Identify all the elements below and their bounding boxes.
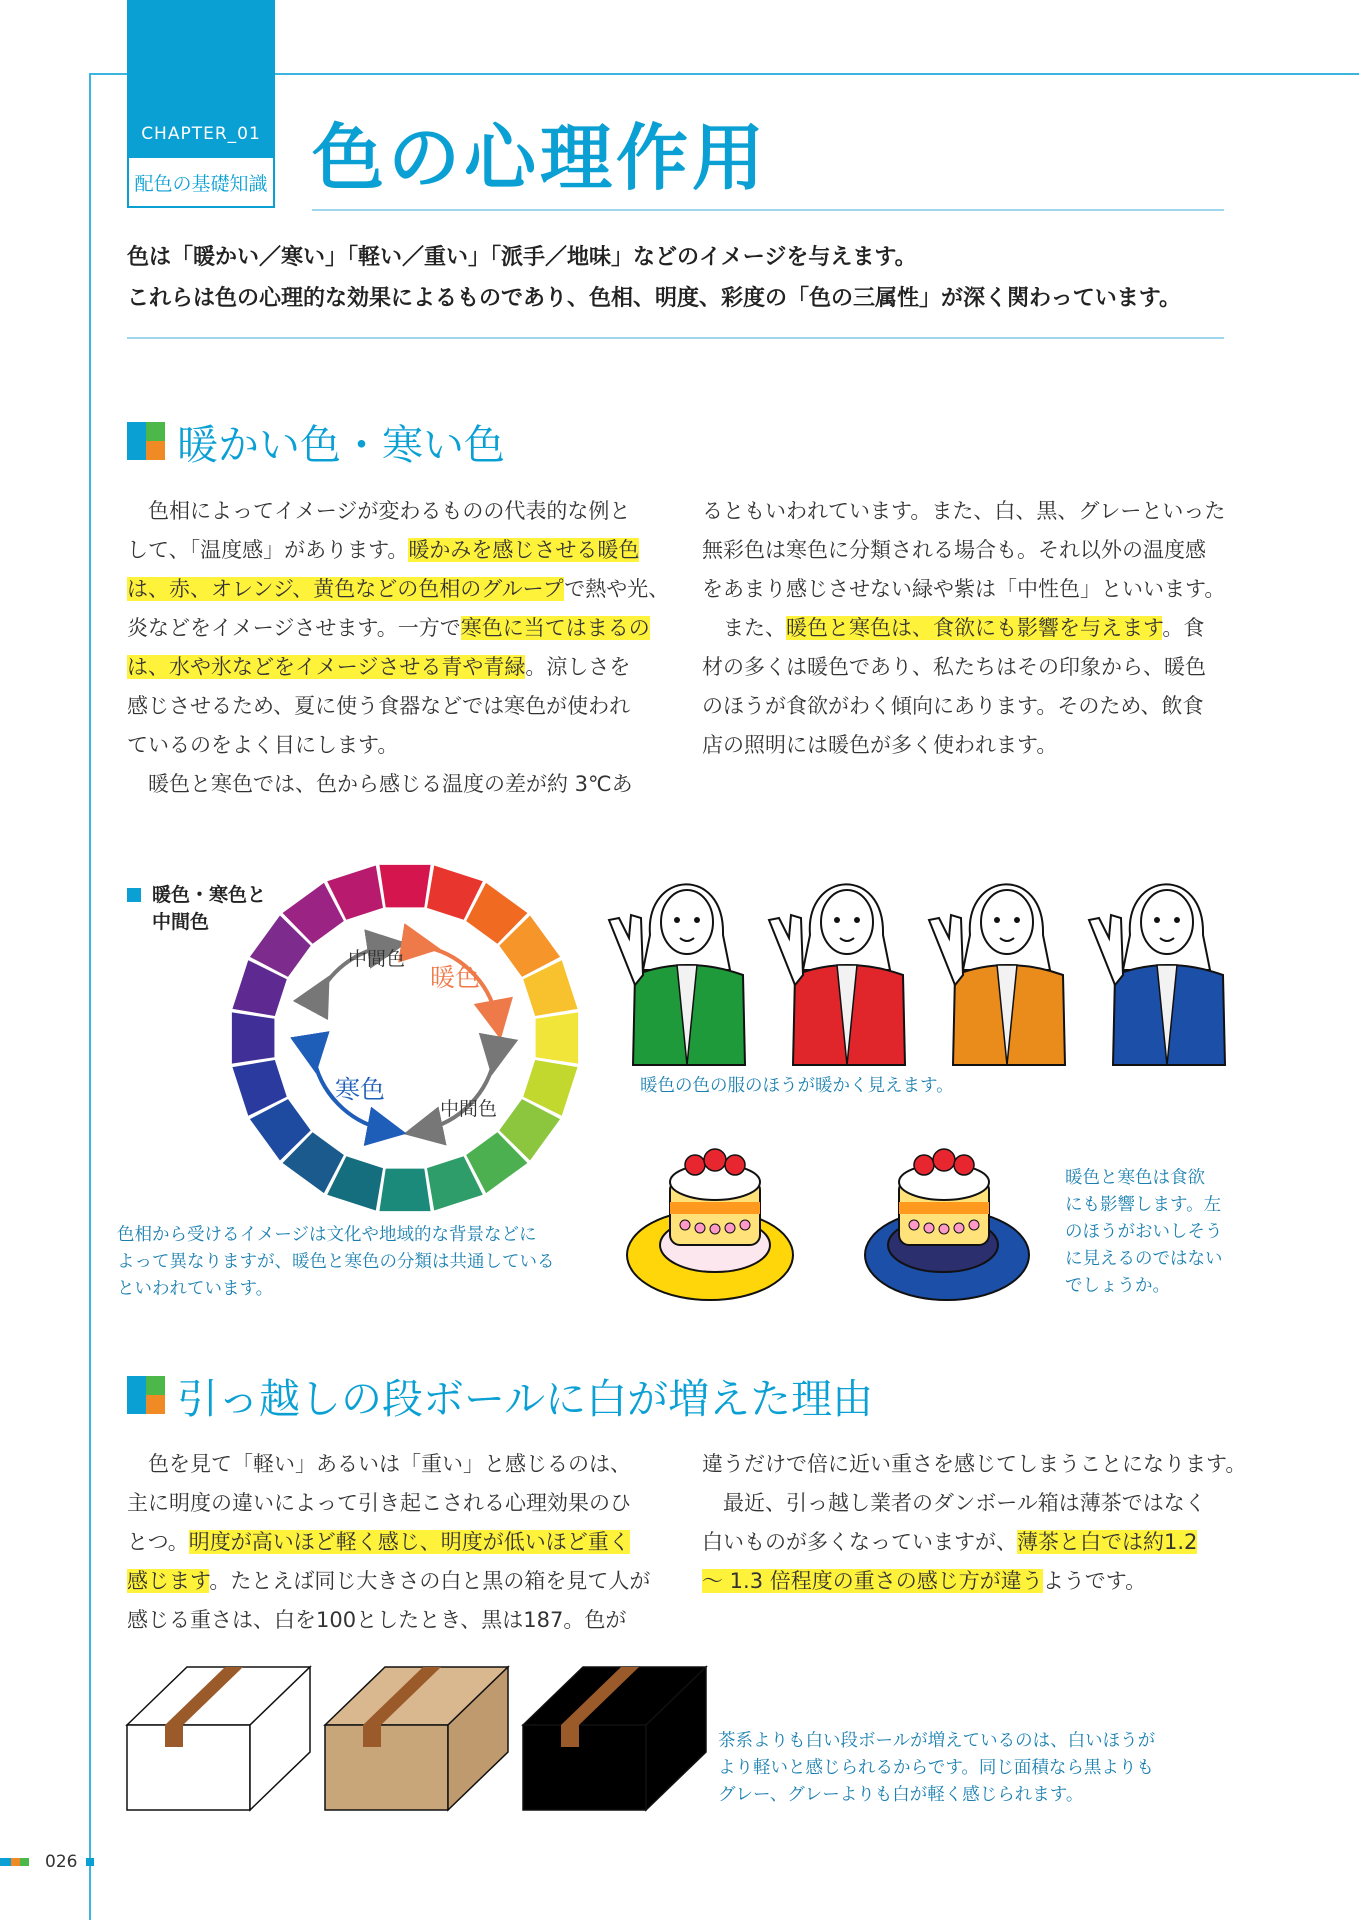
chapter-subtitle: 配色の基礎知識 [134, 173, 268, 195]
cardboard-box [127, 1667, 310, 1810]
section-heading-warm-cool: 暖かい色・寒い色 [177, 421, 505, 469]
text-run: 違うだけで倍に近い重さを感じてしまうことになります。 [702, 1452, 1247, 1476]
figure-title-line-2: 中間色 [152, 911, 210, 933]
caption-line: よって異なりますが、暖色と寒色の分類は共通している [117, 1252, 555, 1272]
highlighted-text: は、水や氷などをイメージさせる青や青緑 [127, 655, 526, 679]
footer-stripe [0, 1858, 11, 1866]
footer-stripe [11, 1858, 20, 1866]
text-run: るともいわれています。また、白、黒、グレーといった [702, 499, 1226, 523]
footer-dot [86, 1858, 94, 1866]
text-line [702, 648, 1224, 687]
title-rule [312, 209, 1224, 211]
caption-line: 色相から受けるイメージは文化や地域的な背景などに [117, 1225, 537, 1245]
chapter-tab [127, 0, 275, 158]
footer-stripe [20, 1858, 29, 1866]
person-figure [609, 884, 745, 1065]
text-line [702, 687, 1224, 726]
text-run: また、 [702, 616, 786, 640]
lead-line-1: 色は「暖かい／寒い」「軽い／重い」「派手／地味」などのイメージを与えます。 [127, 245, 917, 270]
text-run: 。食 [1162, 616, 1205, 640]
caption-line: 茶系よりも白い段ボールが増えているのは、白いほうが [718, 1731, 1156, 1751]
caption-line: といわれています。 [117, 1279, 274, 1299]
highlighted-text: 暖かみを感じさせる暖色 [408, 538, 640, 562]
lead-line-2: これらは色の心理的な効果によるものであり、色相、明度、彩度の「色の三属性」が深く関わっています。 [127, 286, 1182, 311]
highlighted-text: ～ 1.3 倍程度の重さの感じ方が違う [702, 1569, 1043, 1593]
text-run: 炎などをイメージさせます。一方で [127, 616, 461, 640]
section-marker-icon [127, 1376, 165, 1414]
cake-on-yellow-plate [627, 1149, 793, 1300]
chapter-label: CHAPTER_01 [141, 124, 261, 144]
text-run: 色相によってイメージが変わるものの代表的な例と [127, 499, 631, 523]
cake-on-blue-plate [865, 1149, 1029, 1300]
text-run: をあまり感じさせない緑や紫は「中性色」といいます。 [702, 577, 1226, 601]
caption-line: より軽いと感じられるからです。同じ面積なら黒よりも [718, 1758, 1154, 1778]
text-run: 色を見て「軽い」あるいは「重い」と感じるのは、 [127, 1452, 631, 1476]
figure-marker-icon [127, 888, 141, 902]
text-run: 最近、引っ越し業者のダンボール箱は薄茶ではなく [702, 1491, 1206, 1515]
text-run: 感じさせるため、夏に使う食器などでは寒色が使われ [127, 694, 631, 718]
label-warm: 暖色 [430, 963, 481, 992]
text-line [702, 1562, 1224, 1601]
label-neutral-bottom: 中間色 [440, 1098, 498, 1120]
text-line [127, 1523, 650, 1562]
box-illustration [125, 1665, 710, 1815]
chapter-subtitle-box [127, 158, 275, 208]
text-run: 主に明度の違いによって引き起こされる心理効果のひ [127, 1491, 631, 1515]
highlighted-text: は、赤、オレンジ、黄色などの色相のグループ [127, 577, 565, 601]
box-caption [718, 1728, 1238, 1809]
text-run: 暖色と寒色では、色から感じる温度の差が約 3℃あ [127, 772, 633, 796]
text-line [127, 570, 670, 609]
text-line [127, 1601, 650, 1640]
text-run: して、「温度感」があります。 [127, 538, 409, 562]
text-run: 。涼しさを [525, 655, 631, 679]
text-line [702, 492, 1224, 531]
caption-line: のほうがおいしそう [1065, 1222, 1223, 1242]
person-figure [929, 884, 1065, 1065]
text-line [127, 609, 650, 648]
highlighted-text: 寒色に当てはまるの [460, 616, 650, 640]
page-frame-top-right [275, 73, 1359, 75]
caption-line: グレー、グレーよりも白が軽く感じられます。 [718, 1785, 1084, 1805]
section2-right-column [702, 1445, 1247, 1601]
caption-line: でしょうか。 [1065, 1276, 1170, 1296]
text-line [127, 726, 650, 765]
lead-rule [127, 337, 1224, 339]
text-line [702, 531, 1224, 570]
text-line [702, 570, 1224, 609]
text-run: ているのをよく目にします。 [127, 733, 399, 757]
text-line [127, 1562, 650, 1601]
color-wheel-segment [379, 865, 430, 908]
text-run: で熱や光、 [564, 577, 670, 601]
cardboard-box [325, 1667, 508, 1810]
text-run: ようです。 [1042, 1569, 1147, 1593]
cake-caption [1065, 1165, 1230, 1300]
color-wheel [225, 858, 585, 1218]
color-wheel-caption [117, 1222, 587, 1303]
text-line [127, 648, 650, 687]
section-marker-icon [127, 422, 165, 460]
page-frame-top-left [89, 73, 127, 75]
text-line [127, 1445, 650, 1484]
text-line [127, 1484, 650, 1523]
color-wheel-segment [536, 1012, 579, 1063]
text-line [127, 531, 650, 570]
person-figure [1089, 884, 1225, 1065]
text-run: 白いものが多くなっていますが、 [702, 1530, 1017, 1554]
text-run: 材の多くは暖色であり、私たちはその印象から、暖色 [702, 655, 1206, 679]
figure-title-line-1: 暖色・寒色と [152, 884, 267, 906]
text-line [702, 726, 1224, 765]
text-run: とつ。 [127, 1530, 189, 1554]
label-cool: 寒色 [335, 1075, 386, 1104]
page-frame-line [89, 73, 91, 1920]
highlighted-text: 明度が高いほど軽く感じ、明度が低いほど重く [188, 1530, 630, 1554]
text-line [127, 492, 650, 531]
person-figure [769, 884, 905, 1065]
highlighted-text: 薄茶と白では約1.2 [1017, 1530, 1198, 1554]
section1-right-column [702, 492, 1224, 765]
text-line [702, 1523, 1224, 1562]
highlighted-text: 暖色と寒色は、食欲にも影響を与えます [786, 616, 1163, 640]
people-caption: 暖色の色の服のほうが暖かく見えます。 [640, 1076, 954, 1096]
text-line [702, 1445, 1247, 1484]
label-neutral-top: 中間色 [348, 948, 406, 970]
color-wheel-segment [232, 1012, 275, 1063]
section2-left-column [127, 1445, 650, 1640]
text-line [127, 765, 650, 804]
caption-line: 暖色と寒色は食欲 [1065, 1168, 1205, 1188]
section1-left-column [127, 492, 670, 804]
text-run: 感じる重さは、白を100としたとき、黒は187。色が [127, 1608, 627, 1632]
text-run: 。たとえば同じ大きさの白と黒の箱を見て人が [209, 1569, 651, 1593]
cake-illustration [625, 1130, 1030, 1305]
page-number: 026 [45, 1852, 78, 1872]
text-line [702, 1484, 1224, 1523]
text-run: 無彩色は寒色に分類される場合も。それ以外の温度感 [702, 538, 1206, 562]
people-illustration [605, 860, 1230, 1070]
caption-line: に見えるのではない [1065, 1249, 1223, 1269]
caption-line: にも影響します。左 [1065, 1195, 1222, 1215]
text-run: 店の照明には暖色が多く使われます。 [702, 733, 1058, 757]
text-line [127, 687, 650, 726]
page-title: 色の心理作用 [312, 116, 769, 200]
color-wheel-segment [379, 1169, 430, 1212]
cardboard-box [523, 1667, 706, 1810]
text-line [702, 609, 1224, 648]
highlighted-text: 感じます [127, 1569, 210, 1593]
text-run: のほうが食欲がわく傾向にあります。そのため、飲食 [702, 694, 1204, 718]
section-heading-moving-boxes: 引っ越しの段ボールに白が増えた理由 [177, 1375, 874, 1423]
